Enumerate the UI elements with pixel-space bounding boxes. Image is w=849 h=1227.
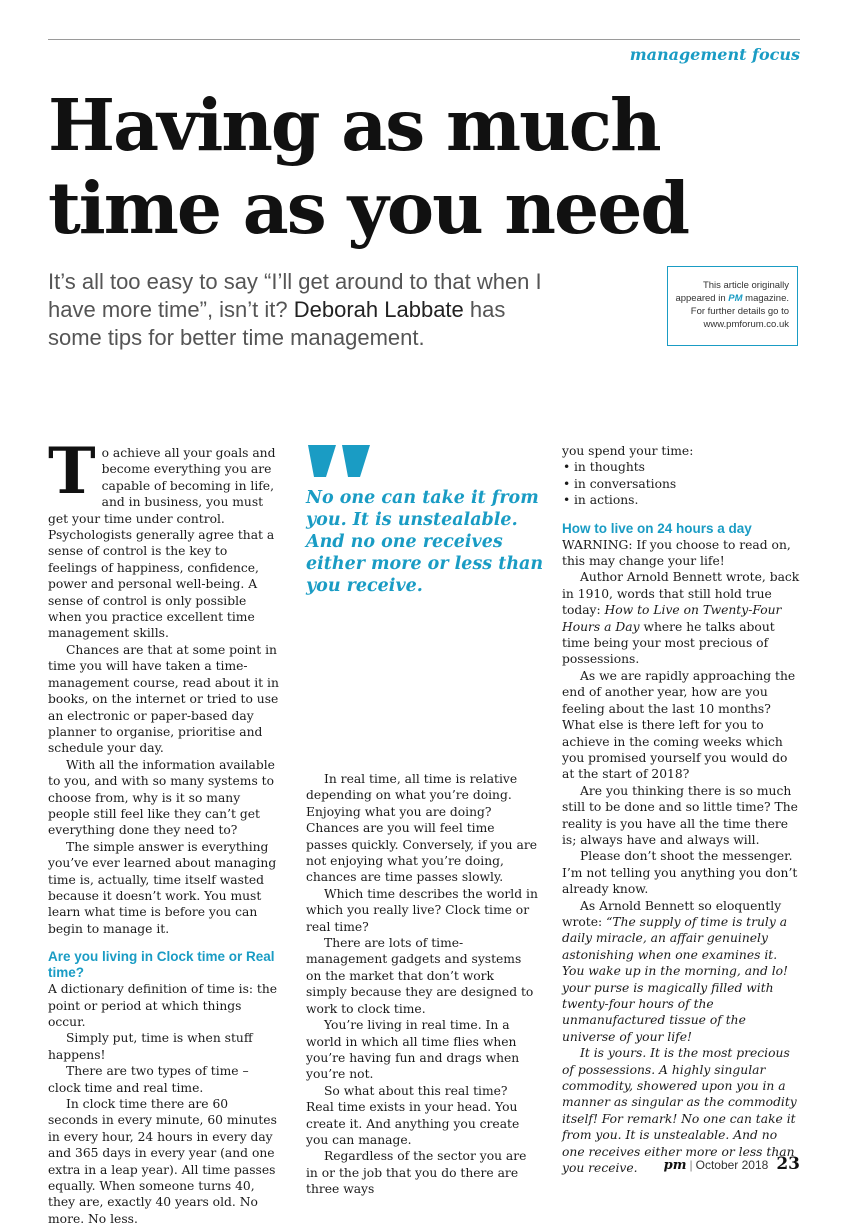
bennett-quote: “The supply of time is truly a daily miracle, an affair genuinely astonishing when one examines it. You wake up in the morning, and lo! your purse is magically filled with twenty-four hours of the unmanufactured tissue of the universe of your life! — [562, 914, 788, 1044]
standfirst-text-1: It’s all too easy to say “I’ll get around to that when I have more time”, isn’t it? — [48, 269, 542, 322]
list-item: • in conversations — [562, 476, 802, 492]
info-url[interactable]: www.pmforum.co.uk — [703, 319, 789, 330]
standfirst-text-2: has some tips for better time management. — [48, 297, 506, 350]
paragraph: Chances are that at some point in time you will have taken a time-management course, read about it in books, on the internet or tried to use an electronic or paper-based day planner to organise, prioritise and schedule your day. — [48, 642, 279, 756]
subheading-24-hours: How to live on 24 hours a day — [562, 520, 752, 536]
article-headline — [48, 84, 808, 250]
magazine-name: pm — [663, 1158, 687, 1173]
info-line-2-post: magazine. — [742, 293, 789, 304]
paragraph: Which time describes the world in which you really live? Clock time or real time? — [306, 886, 538, 934]
paragraph: So what about this real time? Real time exists in your head. You create it. And anything you create you can manage. — [306, 1083, 520, 1147]
paragraph — [48, 434, 280, 642]
pull-quote: No one can take it from you. It is unstealable. And no one receives either more or less than you receive. — [306, 488, 544, 596]
page-number: 23 — [776, 1154, 800, 1174]
book-title: How to Live on Twenty-Four Hours a Day — [562, 603, 782, 634]
paragraph-text: As Arnold Bennett so eloquently wrote: — [562, 898, 782, 929]
paragraph: Regardless of the sector you are in or the job that you do there are three ways — [306, 1149, 527, 1197]
paragraph: In real time, all time is relative depending on what you’re doing. Enjoying what you are doing? Chances are you will feel time passes quickly. Conversely, if you are not enjoying what you’re doing, chances are time passes slowly. — [306, 772, 537, 885]
section-label: management focus — [629, 45, 800, 64]
article-column-1 — [48, 434, 280, 1227]
bennett-quote-continued: It is yours. It is the most precious of possessions. A highly singular commodity, showered upon you in a manner as singular as the commodity itself! For remark! No one can take it from you. It is unstealable. And no one receives either more or less than you receive. — [562, 1046, 797, 1176]
subheading-clock-time: Are you living in Clock time or Real time? — [48, 949, 275, 981]
paragraph: Are you thinking there is so much still to be done and so little time? The reality is you have all the time there is; always have and always will. — [562, 783, 798, 847]
paragraph: You’re living in real time. In a world in which all time flies when you’re having fun and drags when you’re not. — [306, 1018, 520, 1082]
info-line-2 — [674, 292, 789, 305]
info-line-2-pre: appeared in — [675, 293, 729, 304]
paragraph: Please don’t shoot the messenger. I’m not telling you anything you don’t already know. — [562, 849, 798, 897]
headline-line-1: Having as much — [48, 83, 660, 167]
paragraph: A dictionary definition of time is: the point or period at which things occur. — [48, 982, 278, 1029]
info-line-3: For further details go to — [690, 306, 789, 317]
paragraph: There are lots of time-management gadgets and systems on the market that don’t work simply because they are designed to work to clock time. — [306, 936, 534, 1016]
standfirst — [48, 268, 558, 352]
list-item: • in actions. — [562, 492, 802, 508]
paragraph: In clock time there are 60 seconds in every minute, 60 minutes in every hour, 24 hours in every day and 365 days in every year (and one extra in a leap year). All time passes equally. When someone turns 40, they are, exactly 40 years old. No more. No less. — [48, 1097, 277, 1226]
paragraph: Simply put, time is when stuff happens! — [48, 1031, 253, 1062]
paragraph-text: where he talks about time being your most precious of possessions. — [562, 619, 775, 667]
author-name: Deborah Labbate — [293, 297, 464, 322]
footer-separator: | — [689, 1158, 693, 1172]
open-quote-icon — [306, 443, 376, 479]
drop-cap: T — [48, 434, 96, 509]
bullet-list — [562, 459, 802, 508]
headline-line-2: time as you need — [48, 166, 689, 250]
paragraph — [562, 898, 802, 1046]
paragraph: With all the information available to you, and with so many systems to choose from, why is it so many people still feel like they can’t get everything done they need to? — [48, 757, 275, 838]
article-column-2 — [306, 771, 538, 1198]
info-line-1: This article originally — [702, 280, 789, 291]
paragraph: WARNING: If you choose to read on, this may change your life! — [562, 537, 791, 569]
paragraph-text: Author Arnold Bennett wrote, back in 1910, words that still hold true today: — [562, 570, 800, 618]
paragraph: you spend your time: — [562, 444, 694, 458]
paragraph: There are two types of time – clock time and real time. — [48, 1064, 249, 1095]
paragraph — [562, 569, 802, 667]
paragraph: As we are rapidly approaching the end of another year, how are you feeling about the last 10 months? What else is there left for you to achieve in the coming weeks which you promised yourself you would do at the start of 2018? — [562, 668, 796, 782]
source-info-box — [667, 266, 798, 346]
paragraph-text: o achieve all your goals and become everything you are capable of becoming in life, and in business, you must get your time under control. Psychologists generally agree that a sense of control is the key to feelings of happiness, confidence, power and personal well-being. A sense of control is only possible when you practice excellent time management skills. — [48, 446, 276, 641]
list-item: • in thoughts — [562, 459, 802, 475]
top-rule — [48, 39, 800, 40]
page-footer — [664, 1154, 800, 1174]
paragraph: The simple answer is everything you’ve ever learned about managing time is, actually, time itself wasted because it doesn’t work. You must learn what time is before you can begin to manage it. — [48, 839, 277, 936]
pm-brand: PM — [728, 293, 743, 304]
issue-date: October 2018 — [695, 1158, 769, 1172]
article-column-3 — [562, 443, 802, 1176]
